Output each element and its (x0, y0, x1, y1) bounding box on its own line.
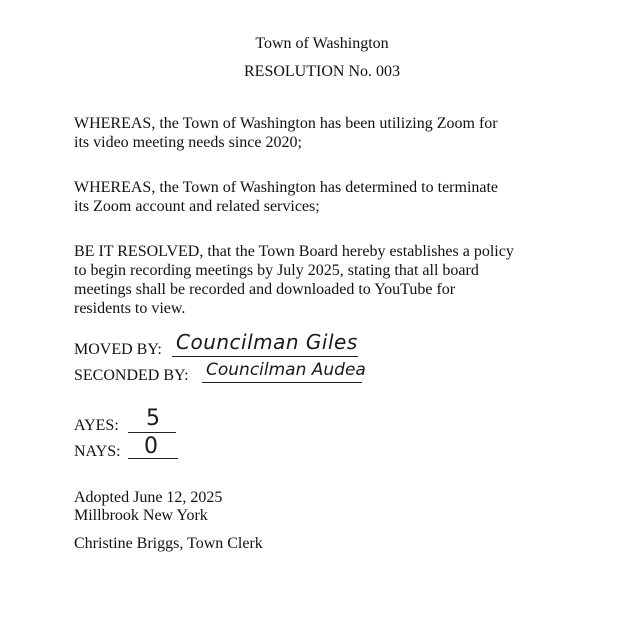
town-title: Town of Washington (255, 35, 389, 52)
moved-by-underline (172, 356, 358, 357)
paragraph-line: residents to view. (74, 300, 186, 317)
ayes-label: AYES: (74, 417, 119, 434)
paragraph-line: WHEREAS, the Town of Washington has been utilizing Zoom for (74, 115, 498, 132)
town-clerk: Christine Briggs, Town Clerk (74, 535, 263, 552)
adopted-date: Adopted June 12, 2025 (74, 489, 223, 506)
paragraph-line: to begin recording meetings by July 2025, stating that all board (74, 262, 479, 279)
seconded-by-signature: Councilman Audea (206, 360, 366, 380)
paragraph-line: BE IT RESOLVED, that the Town Board hereby establishes a policy (74, 243, 514, 260)
paragraph-line: its video meeting needs since 2020; (74, 134, 302, 151)
location: Millbrook New York (74, 507, 208, 524)
resolved-paragraph (74, 242, 594, 318)
nays-value: 0 (144, 434, 158, 459)
moved-by-signature: Councilman Giles (176, 330, 358, 354)
moved-by-label: MOVED BY: (74, 341, 162, 358)
ayes-value: 5 (146, 406, 160, 431)
paragraph-line: WHEREAS, the Town of Washington has determined to terminate (74, 179, 499, 196)
seconded-by-label: SECONDED BY: (74, 367, 189, 384)
seconded-by-row (74, 366, 189, 386)
whereas-paragraph-2 (74, 178, 594, 216)
resolution-number: RESOLUTION No. 003 (244, 63, 400, 80)
ayes-underline (128, 432, 176, 433)
seconded-by-underline (202, 382, 362, 383)
whereas-paragraph-1 (74, 114, 594, 152)
paragraph-line: meetings shall be recorded and downloaded to YouTube for (74, 281, 456, 298)
nays-label: NAYS: (74, 443, 121, 460)
moved-by-row (74, 340, 162, 360)
ayes-row (74, 416, 119, 436)
paragraph-line: its Zoom account and related services; (74, 198, 320, 215)
nays-row (74, 442, 121, 462)
